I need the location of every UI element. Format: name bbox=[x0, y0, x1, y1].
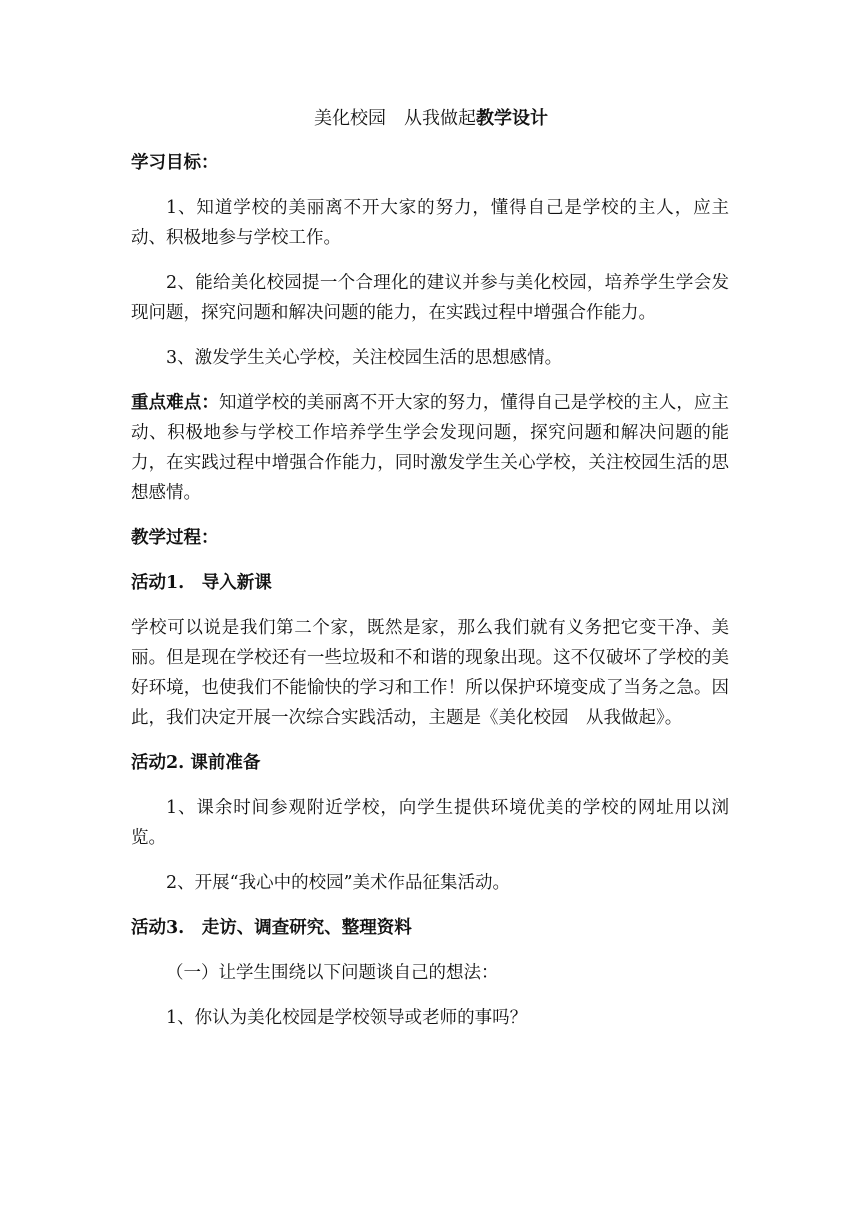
activity3-heading: 活动3. 走访、调查研究、整理资料 bbox=[131, 918, 412, 938]
activity3-item: 1、你认为美化校园是学校领导或老师的事吗？ bbox=[166, 1008, 528, 1028]
activity2-item: 2、开展“我心中的校园”美术作品征集活动。 bbox=[166, 873, 511, 893]
activity3-item: （一）让学生围绕以下问题谈自己的想法： bbox=[166, 963, 499, 983]
objectives-heading: 学习目标： bbox=[131, 153, 219, 173]
key-points-paragraph bbox=[131, 388, 729, 508]
objective-item: 1、知道学校的美丽离不开大家的努力，懂得自己是学校的主人，应主动、积极地参与学校工作。 bbox=[131, 198, 729, 248]
activity1-heading: 活动1. 导入新课 bbox=[131, 573, 272, 593]
activity2-item: 1、课余时间参观附近学校，向学生提供环境优美的学校的网址用以浏览。 bbox=[131, 798, 729, 848]
document-title bbox=[131, 104, 729, 134]
title-plain-part: 美化校园 从我做起 bbox=[314, 108, 476, 129]
key-points-label: 重点难点： bbox=[131, 393, 219, 413]
process-heading: 教学过程： bbox=[131, 528, 219, 548]
title-bold-part: 教学设计 bbox=[476, 108, 548, 129]
activity2-heading: 活动2. 课前准备 bbox=[131, 753, 261, 773]
document-content bbox=[131, 104, 729, 1048]
activity1-text: 学校可以说是我们第二个家，既然是家，那么我们就有义务把它变干净、美丽。但是现在学校还有一些垃圾和不和谐的现象出现。这不仅破坏了学校的美好环境，也使我们不能愉快的学习和工作！所以保护环境变成了当务之急。因此，我们决定开展一次综合实践活动，主题是《美化校园 从我做起》。 bbox=[131, 618, 729, 728]
key-points-text: 知道学校的美丽离不开大家的努力，懂得自己是学校的主人，应主动、积极地参与学校工作培养学生学会发现问题，探究问题和解决问题的能力，在实践过程中增强合作能力，同时激发学生关心学校，关注校园生活的思想感情。 bbox=[131, 393, 730, 503]
objective-item: 3、激发学生关心学校，关注校园生活的思想感情。 bbox=[166, 348, 563, 368]
objective-item: 2、能给美化校园提一个合理化的建议并参与美化校园，培养学生学会发现问题，探究问题和解决问题的能力，在实践过程中增强合作能力。 bbox=[131, 273, 729, 323]
